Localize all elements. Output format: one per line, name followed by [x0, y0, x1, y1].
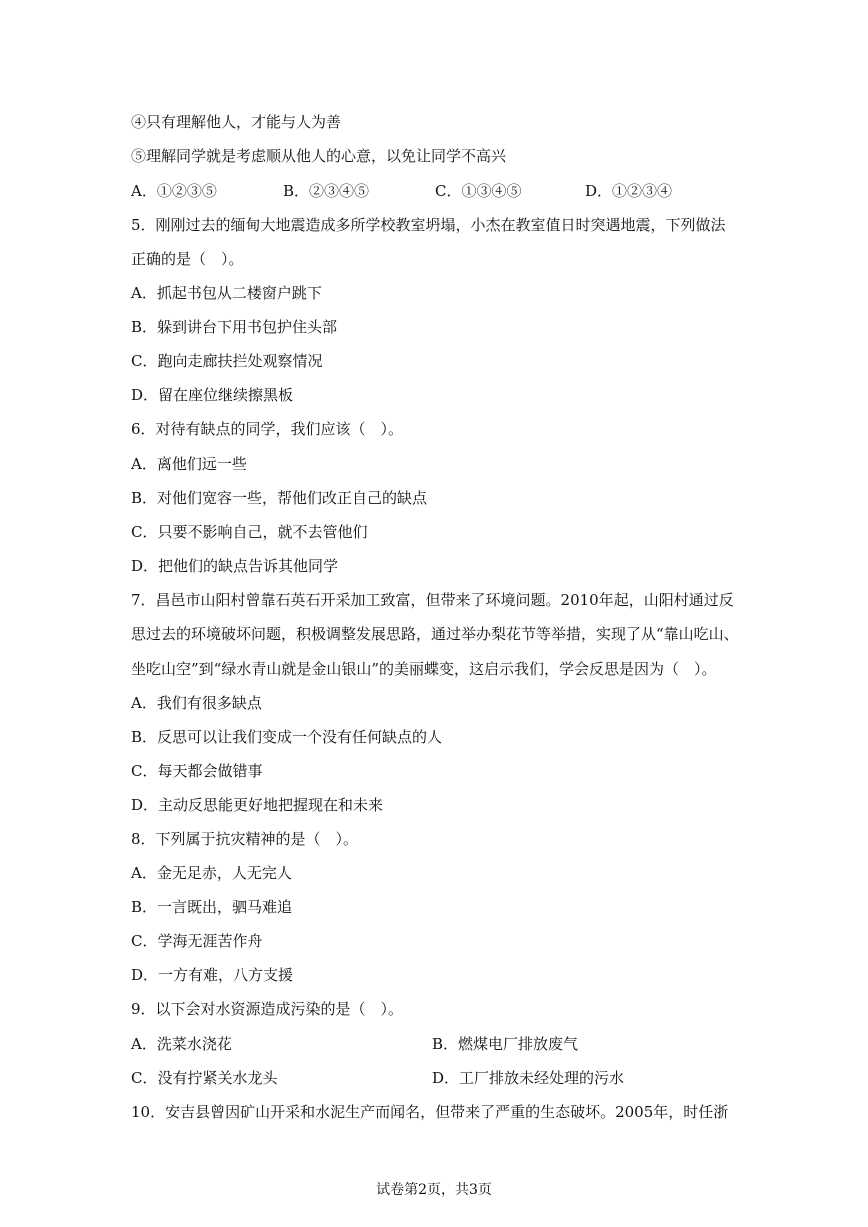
- q6-option-c: C．只要不影响自己，就不去管他们: [131, 523, 368, 541]
- q8-option-a: A．金无足赤，人无完人: [131, 864, 292, 882]
- q7-stem-line1: 7．昌邑市山阳村曾靠石英石开采加工致富，但带来了环境问题。2010年起，山阳村通过反: [131, 591, 734, 609]
- q5-option-c: C．跑向走廊扶拦处观察情况: [131, 352, 323, 370]
- q9-option-d: D．工厂排放未经处理的污水: [432, 1069, 625, 1087]
- q7-option-c: C．每天都会做错事: [131, 762, 263, 780]
- q7-option-d: D．主动反思能更好地把握现在和未来: [131, 796, 384, 814]
- q8-option-b: B．一言既出，驷马难追: [131, 898, 293, 916]
- q4-option-c: C．①③④⑤: [435, 182, 522, 200]
- q6-option-d: D．把他们的缺点告诉其他同学: [131, 557, 339, 575]
- q5-stem-line2: 正确的是（ ）。: [131, 250, 244, 268]
- q7-option-a: A．我们有很多缺点: [131, 694, 262, 712]
- q5-stem-line1: 5．刚刚过去的缅甸大地震造成多所学校教室坍塌，小杰在教室值日时突遇地震，下列做法: [131, 216, 726, 234]
- q8-option-c: C．学海无涯苦作舟: [131, 932, 263, 950]
- q4-option-a: A．①②③⑤: [131, 182, 217, 200]
- q9-option-c: C．没有拧紧关水龙头: [131, 1069, 278, 1087]
- q6-option-b: B．对他们宽容一些，帮他们改正自己的缺点: [131, 489, 428, 507]
- q7-stem-line2: 思过去的环境破坏问题，积极调整发展思路，通过举办梨花节等举措，实现了从“靠山吃山、: [131, 625, 739, 643]
- statement-4: ④只有理解他人，才能与人为善: [131, 113, 342, 131]
- q5-option-a: A．抓起书包从二楼窗户跳下: [131, 284, 322, 302]
- statement-5: ⑤理解同学就是考虑顺从他人的心意，以免让同学不高兴: [131, 147, 507, 165]
- q9-option-a: A．洗菜水浇花: [131, 1035, 232, 1053]
- page-footer: 试卷第2页，共3页: [376, 1182, 492, 1198]
- q4-option-d: D．①②③④: [585, 182, 673, 200]
- q6-stem: 6．对待有缺点的同学，我们应该（ ）。: [131, 420, 404, 438]
- q9-stem: 9．以下会对水资源造成污染的是（ ）。: [131, 1000, 404, 1018]
- q4-option-b: B．②③④⑤: [283, 182, 370, 200]
- q5-option-d: D．留在座位继续擦黑板: [131, 386, 294, 404]
- q7-stem-line3: 坐吃山空”到“绿水青山就是金山银山”的美丽蝶变，这启示我们，学会反思是因为（ ）。: [131, 660, 717, 678]
- q8-option-d: D．一方有难，八方支援: [131, 966, 294, 984]
- q9-option-b: B．燃煤电厂排放废气: [432, 1035, 579, 1053]
- q7-option-b: B．反思可以让我们变成一个没有任何缺点的人: [131, 728, 443, 746]
- q6-option-a: A．离他们远一些: [131, 455, 247, 473]
- q5-option-b: B．躲到讲台下用书包护住头部: [131, 318, 338, 336]
- q10-stem-line1: 10．安吉县曾因矿山开采和水泥生产而闻名，但带来了严重的生态破坏。2005年，时任浙: [131, 1103, 729, 1121]
- q8-stem: 8．下列属于抗灾精神的是（ ）。: [131, 830, 359, 848]
